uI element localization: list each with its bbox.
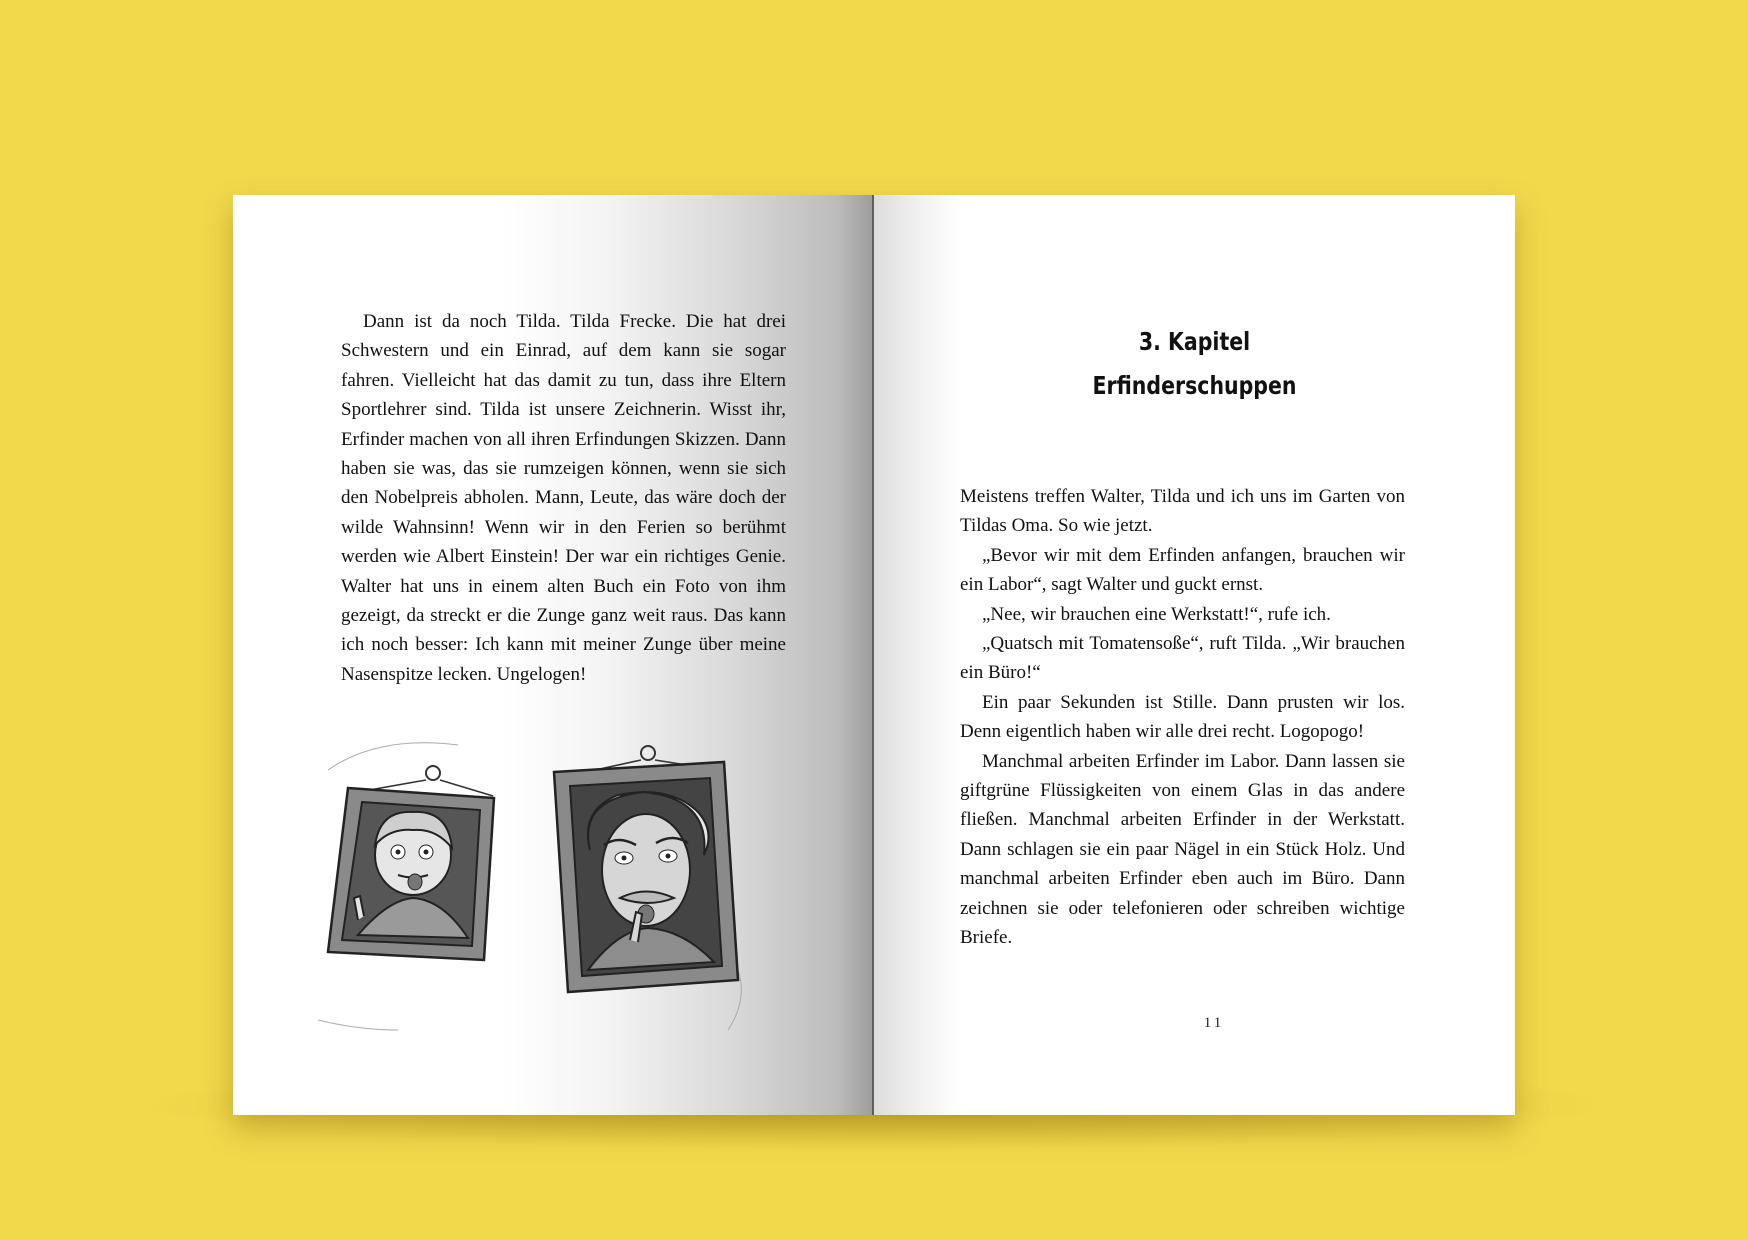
page-number: 11 <box>1203 1015 1225 1031</box>
chapter-title: Erfinderschuppen <box>1092 371 1297 400</box>
left-page-text <box>341 307 786 689</box>
paragraph-2: „Bevor wir mit dem Erfinden anfangen, brauchen wir ein Labor“, sagt Walter und guckt ernst. <box>960 544 1405 596</box>
chapter-number: 3. Kapitel <box>1138 327 1251 356</box>
paragraph-4: „Quatsch mit Tomatensoße“, ruft Tilda. „Wir brauchen ein Büro!“ <box>960 633 1405 684</box>
portraits-illustration <box>318 730 788 1060</box>
right-page <box>874 195 1515 1115</box>
open-book <box>233 195 1515 1115</box>
paragraph-3: „Nee, wir brauchen eine Werkstatt!“, rufe ich. <box>982 603 1331 625</box>
paragraph-5: Ein paar Sekunden ist Stille. Dann prusten wir los. Denn eigentlich haben wir alle drei recht. Logopogo! <box>960 691 1405 743</box>
boy-portrait-frame <box>328 766 494 960</box>
left-page <box>233 195 874 1115</box>
einstein-portrait-frame <box>554 746 738 992</box>
left-paragraph: Dann ist da noch Tilda. Tilda Frecke. Die hat drei Schwestern und ein Einrad, auf dem kann sie sogar fahren. Vielleicht hat das damit zu tun, dass ihre Eltern Sportlehrer sind. Tilda ist unsere Zeichnerin. Wisst ihr, Erfinder machen von all ihren Erfindungen Skizzen. Dann haben sie was, das sie rumzeigen können, wenn sie sich den Nobelpreis abholen. Mann, Leute, das wäre doch der wilde Wahnsinn! Wenn wir in den Ferien so berühmt werden wie Albert Einstein! Der war ein richtiges Genie. Walter hat uns in einem alten Buch ein Foto von ihm gezeigt, da streckt er die Zunge ganz weit raus. Das kann ich noch besser: Ich kann mit meiner Zunge über meine Nasenspitze lecken. Ungelogen! <box>341 311 786 685</box>
paragraph-1: Meistens treffen Walter, Tilda und ich uns im Garten von Tildas Oma. So wie jetzt. <box>960 486 1405 537</box>
paragraph-6: Manchmal arbeiten Erfinder im Labor. Dann lassen sie giftgrüne Flüssigkeiten von einem Glas in das andere fließen. Manchmal arbeiten Erfinder in der Werkstatt. Dann schlagen sie ein paar Nägel in ein Stück Holz. Und manchmal arbeiten Erfinder eben auch im Büro. Dann zeichnen sie oder telefonieren oder schreiben wichtige Briefe. <box>960 750 1405 949</box>
right-page-text <box>960 482 1405 953</box>
